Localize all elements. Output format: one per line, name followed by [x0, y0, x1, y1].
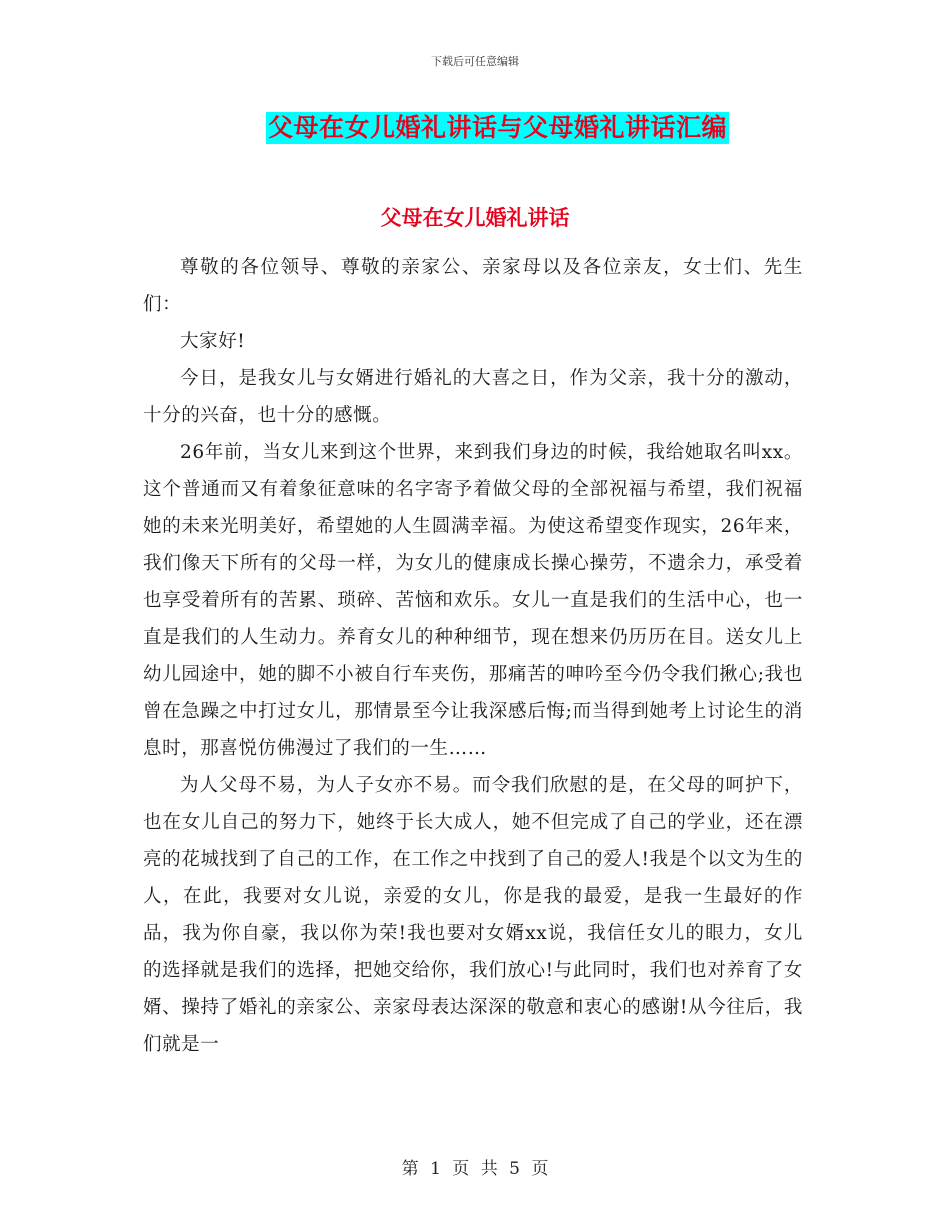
paragraph-today: 今日，是我女儿与女婿进行婚礼的大喜之日，作为父亲，我十分的激动，十分的兴奋，也十分的感慨。 — [143, 368, 803, 426]
section-title: 父母在女儿婚礼讲话 — [380, 206, 570, 230]
paragraph-memories: 26年前，当女儿来到这个世界，来到我们身边的时候，我给她取名叫xx。这个普通而又有着象征意味的名字寄予着做父母的全部祝福与希望，我们祝福她的未来光明美好，希望她的人生圆满幸福。为使这希望变作现实，26年来，我们像天下所有的父母一样，为女儿的健康成长操心操劳，不遗余力，承受着也享受着所有的苦累、琐碎、苦恼和欢乐。女儿一直是我们的生活中心，也一直是我们的人生动力。养育女儿的种种细节，现在想来仍历历在目。送女儿上幼儿园途中，她的脚不小被自行车夹伤，那痛苦的呻吟至今仍令我们揪心;我也曾在急躁之中打过女儿，那情景至今让我深感后悔;而当得到她考上讨论生的消息时，那喜悦仿佛漫过了我们的一生…… — [143, 442, 803, 759]
paragraph-hello: 大家好! — [180, 331, 246, 352]
header-note: 下载后可任意编辑 — [431, 55, 519, 68]
paragraph-gratitude: 为人父母不易，为人子女亦不易。而令我们欣慰的是，在父母的呵护下，也在女儿自己的努力下，她终于长大成人，她不但完成了自己的学业，还在漂亮的花城找到了自己的工作，在工作之中找到了自己的爱人!我是个以文为生的人，在此，我要对女儿说，亲爱的女儿，你是我的最爱，是我一生最好的作品，我为你自豪，我以你为荣!我也要对女婿xx说，我信任女儿的眼力，女儿的选择就是我们的选择，把她交给你，我们放心!与此同时，我们也对养育了女婿、操持了婚礼的亲家公、亲家母表达深深的敬意和衷心的感谢!从今往后，我们就是一 — [143, 775, 803, 1055]
paragraph-greeting: 尊敬的各位领导、尊敬的亲家公、亲家母以及各位亲友，女士们、先生们： — [143, 257, 803, 315]
document-title: 父母在女儿婚礼讲话与父母婚礼讲话汇编 — [267, 113, 727, 142]
main-title-container — [0, 112, 950, 144]
speech-body — [143, 249, 803, 1063]
page-footer: 第 1 页 共 5 页 — [401, 1159, 549, 1179]
